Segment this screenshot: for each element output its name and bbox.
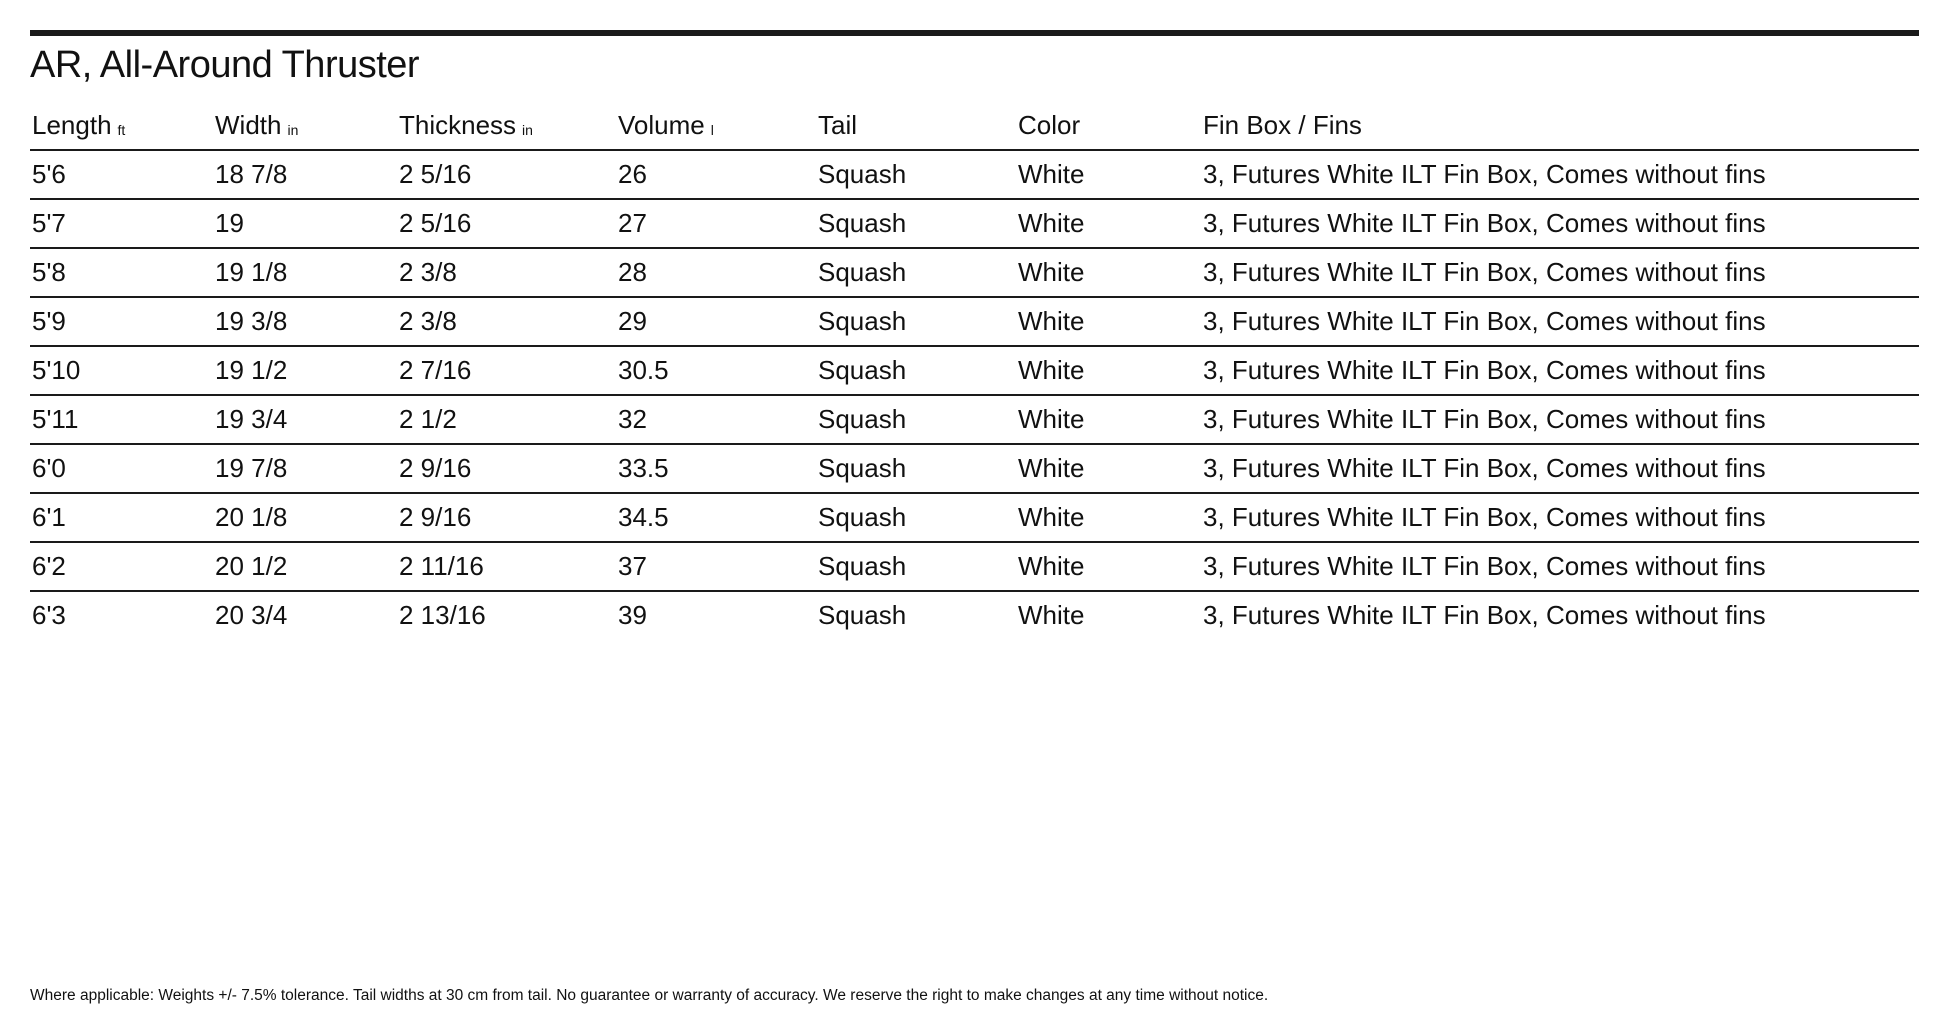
cell-tail: Squash [818, 159, 907, 189]
cell-fin-box: 3, Futures White ILT Fin Box, Comes without fins [1203, 600, 1766, 630]
header-color: Color [1018, 110, 1081, 140]
table-row [30, 249, 1919, 298]
header-width-unit: in [287, 121, 299, 138]
cell-volume: 26 [618, 159, 647, 189]
cell-color: White [1018, 355, 1085, 385]
cell-thickness: 2 5/16 [399, 159, 472, 189]
header-length: Length ft [32, 110, 126, 140]
cell-volume: 33.5 [618, 453, 669, 483]
cell-fin-box: 3, Futures White ILT Fin Box, Comes without fins [1203, 257, 1766, 287]
cell-tail: Squash [818, 453, 907, 483]
cell-volume: 39 [618, 600, 647, 630]
spec-table [30, 102, 1919, 639]
cell-tail: Squash [818, 306, 907, 336]
cell-volume: 28 [618, 257, 647, 287]
cell-fin-box: 3, Futures White ILT Fin Box, Comes without fins [1203, 355, 1766, 385]
cell-volume: 27 [618, 208, 647, 238]
cell-tail: Squash [818, 600, 907, 630]
header-width: Width in [215, 110, 299, 140]
cell-color: White [1018, 159, 1085, 189]
cell-width: 19 [215, 208, 244, 238]
cell-width: 20 3/4 [215, 600, 288, 630]
table-row [30, 396, 1919, 445]
cell-color: White [1018, 257, 1085, 287]
cell-thickness: 2 7/16 [399, 355, 472, 385]
table-row [30, 347, 1919, 396]
cell-fin-box: 3, Futures White ILT Fin Box, Comes without fins [1203, 306, 1766, 336]
cell-thickness: 2 3/8 [399, 257, 457, 287]
table-row [30, 445, 1919, 494]
cell-color: White [1018, 502, 1085, 532]
header-thickness-unit: in [522, 121, 533, 138]
table-row [30, 543, 1919, 592]
cell-length: 5'9 [32, 306, 66, 336]
table-row [30, 151, 1919, 200]
cell-thickness: 2 13/16 [399, 600, 486, 630]
cell-tail: Squash [818, 257, 907, 287]
cell-width: 18 7/8 [215, 159, 288, 189]
cell-length: 5'10 [32, 355, 81, 385]
cell-length: 5'11 [32, 404, 79, 434]
page-title: AR, All-Around Thruster [30, 44, 420, 86]
cell-volume: 29 [618, 306, 647, 336]
cell-tail: Squash [818, 502, 907, 532]
cell-length: 5'8 [32, 257, 66, 287]
cell-width: 19 3/4 [215, 404, 288, 434]
table-row [30, 200, 1919, 249]
cell-thickness: 2 11/16 [399, 551, 484, 581]
cell-fin-box: 3, Futures White ILT Fin Box, Comes without fins [1203, 453, 1766, 483]
cell-width: 20 1/2 [215, 551, 288, 581]
cell-width: 19 7/8 [215, 453, 288, 483]
table-row [30, 592, 1919, 639]
cell-fin-box: 3, Futures White ILT Fin Box, Comes without fins [1203, 551, 1766, 581]
cell-thickness: 2 9/16 [399, 502, 472, 532]
table-row [30, 298, 1919, 347]
cell-width: 20 1/8 [215, 502, 288, 532]
cell-length: 6'1 [32, 502, 66, 532]
cell-tail: Squash [818, 208, 907, 238]
header-volume: Volume l [618, 110, 714, 140]
table-header-row [30, 102, 1919, 151]
cell-tail: Squash [818, 355, 907, 385]
cell-tail: Squash [818, 551, 907, 581]
header-fin-box: Fin Box / Fins [1203, 110, 1362, 140]
cell-volume: 32 [618, 404, 647, 434]
cell-tail: Squash [818, 404, 907, 434]
header-tail: Tail [818, 110, 858, 140]
cell-thickness: 2 5/16 [399, 208, 472, 238]
cell-length: 5'6 [32, 159, 66, 189]
top-rule [30, 30, 1919, 36]
cell-thickness: 2 1/2 [399, 404, 457, 434]
header-length-unit: ft [117, 121, 126, 138]
header-volume-unit: l [710, 121, 714, 138]
disclaimer-footnote: Where applicable: Weights +/- 7.5% tolerance. Tail widths at 30 cm from tail. No guarantee or warranty of accuracy. We reserve the right to make changes at any time without notice. [30, 987, 1269, 1004]
cell-width: 19 1/2 [215, 355, 288, 385]
cell-color: White [1018, 453, 1085, 483]
cell-fin-box: 3, Futures White ILT Fin Box, Comes without fins [1203, 502, 1766, 532]
cell-length: 5'7 [32, 208, 66, 238]
cell-color: White [1018, 306, 1085, 336]
cell-volume: 30.5 [618, 355, 669, 385]
cell-thickness: 2 9/16 [399, 453, 472, 483]
table-row [30, 494, 1919, 543]
cell-fin-box: 3, Futures White ILT Fin Box, Comes without fins [1203, 404, 1766, 434]
cell-color: White [1018, 600, 1085, 630]
header-thickness: Thickness in [399, 110, 533, 140]
cell-width: 19 3/8 [215, 306, 288, 336]
cell-width: 19 1/8 [215, 257, 288, 287]
cell-color: White [1018, 208, 1085, 238]
cell-length: 6'3 [32, 600, 66, 630]
cell-volume: 37 [618, 551, 647, 581]
cell-thickness: 2 3/8 [399, 306, 457, 336]
cell-volume: 34.5 [618, 502, 669, 532]
cell-fin-box: 3, Futures White ILT Fin Box, Comes without fins [1203, 208, 1766, 238]
cell-color: White [1018, 551, 1085, 581]
cell-length: 6'0 [32, 453, 66, 483]
cell-color: White [1018, 404, 1085, 434]
cell-fin-box: 3, Futures White ILT Fin Box, Comes without fins [1203, 159, 1766, 189]
cell-length: 6'2 [32, 551, 66, 581]
